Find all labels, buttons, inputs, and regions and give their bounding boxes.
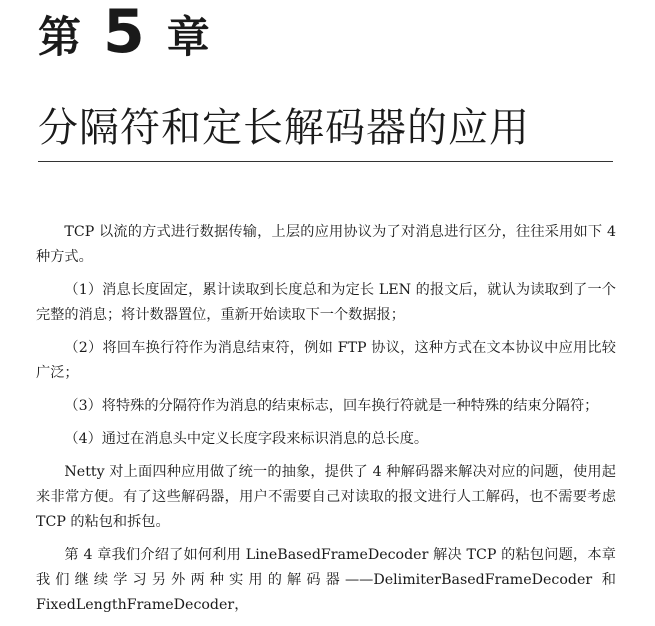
paragraph: （2）将回车换行符作为消息结束符，例如 FTP 协议，这种方式在文本协议中应用比较广泛； — [36, 340, 616, 381]
paragraph: Netty 对上面四种应用做了统一的抽象，提供了 4 种解码器来解决对应的问题，使用起来非常方便。有了这些解码器，用户不需要自己对读取的报文进行人工解码，也不需要考虑 TCP 的粘包和拆包。 — [36, 464, 616, 530]
chapter-title: 分隔符和定长解码器的应用 — [38, 105, 530, 151]
chapter-heading — [38, 2, 210, 65]
chapter-prefix: 第 — [38, 13, 81, 63]
paragraph: （4）通过在消息头中定义长度字段来标识消息的总长度。 — [64, 431, 429, 447]
paragraph: 第 4 章我们介绍了如何利用 LineBasedFrameDecoder 解决 TCP 的粘包问题，本章我们继续学习另外两种实用的解码器——DelimiterBasedFrameDecoder 和 FixedLengthFrameDecoder， — [36, 547, 616, 613]
chapter-number: 5 — [103, 0, 145, 67]
paragraph: （3）将特殊的分隔符作为消息的结束标志，回车换行符就是一种特殊的结束分隔符； — [64, 398, 599, 414]
paragraph: （1）消息长度固定，累计读取到长度总和为定长 LEN 的报文后，就认为读取到了一个完整的消息；将计数器置位，重新开始读取下一个数据报； — [36, 282, 616, 323]
body-text — [36, 220, 616, 626]
title-divider — [38, 161, 613, 162]
paragraph: TCP 以流的方式进行数据传输，上层的应用协议为了对消息进行区分，往往采用如下 4 种方式。 — [36, 224, 616, 265]
chapter-suffix: 章 — [166, 13, 210, 63]
